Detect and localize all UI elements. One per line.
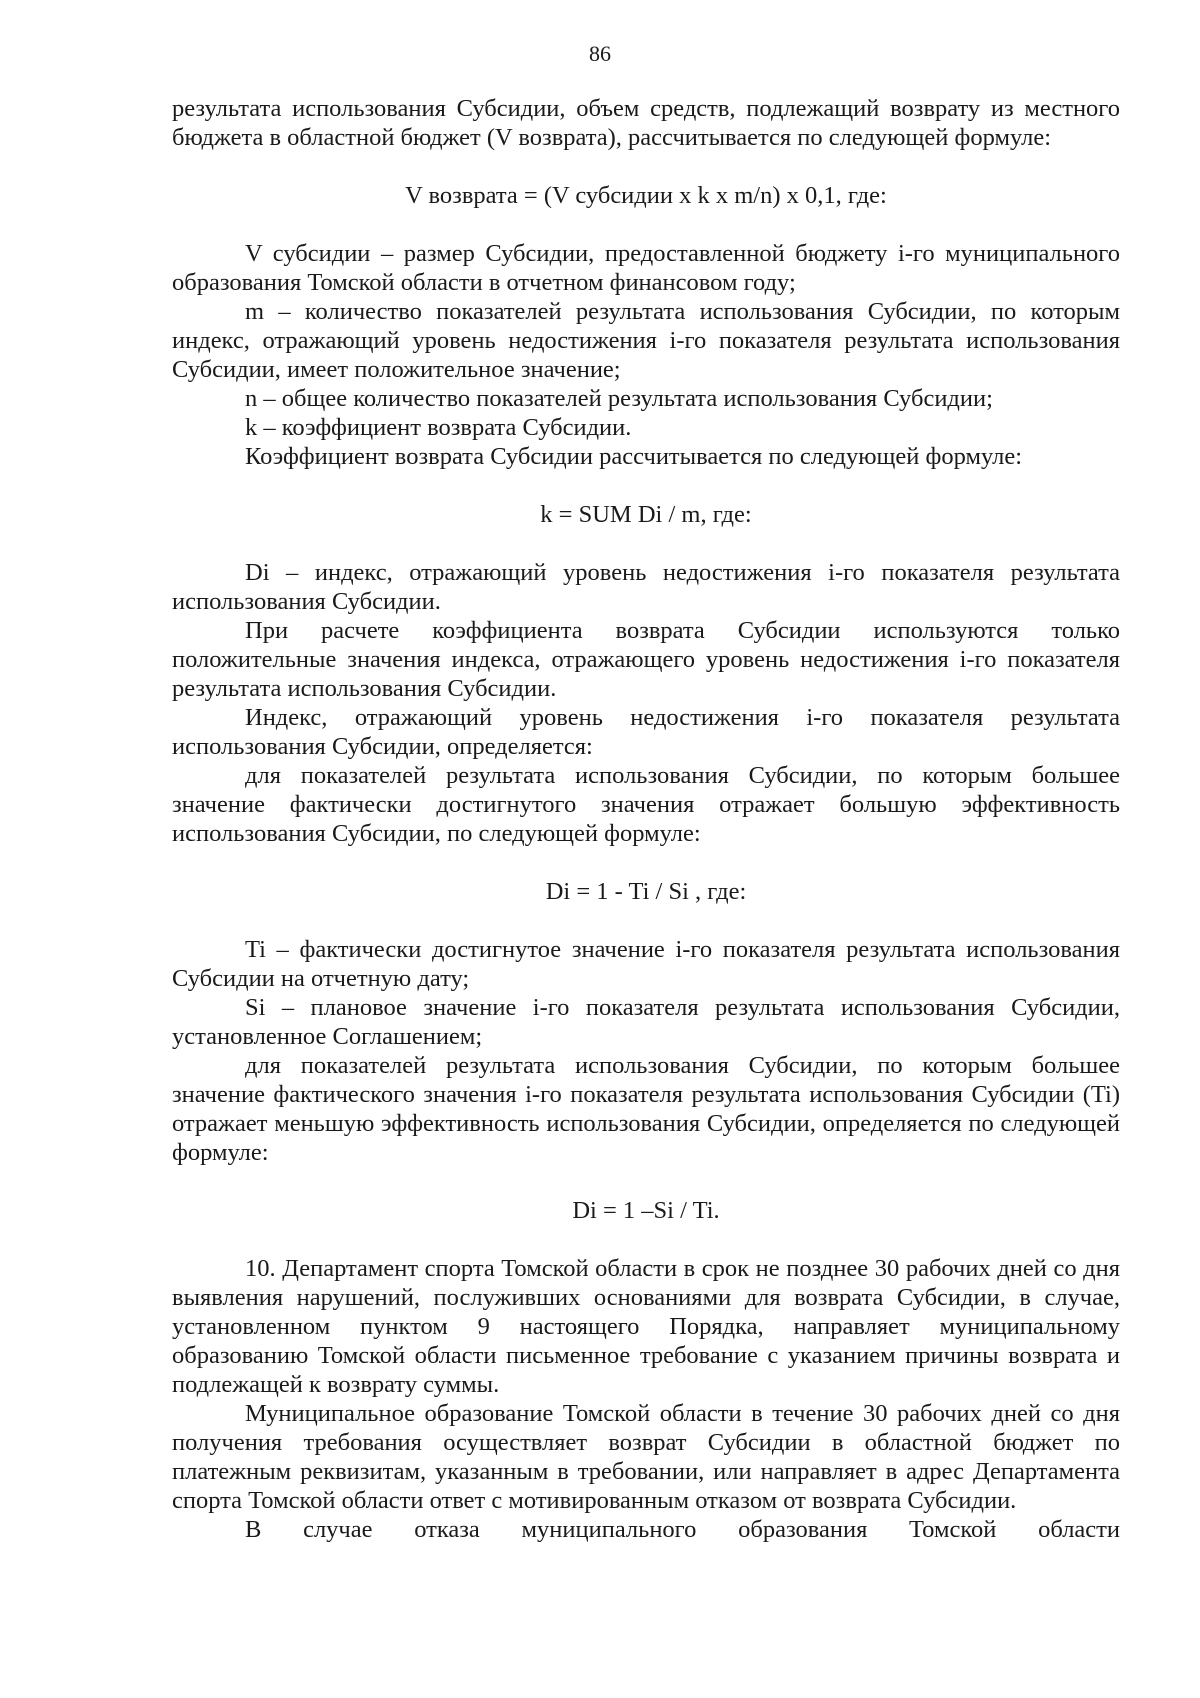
paragraph-di-definition: Di – индекс, отражающий уровень недостижения i-го показателя результата использования Субсидии.: [172, 559, 1120, 615]
formula-k: k = SUM Di / m, где:: [540, 501, 752, 528]
paragraph-coefficient-intro: Коэффициент возврата Субсидии рассчитывается по следующей формуле:: [245, 443, 1023, 470]
paragraph-section-10: 10. Департамент спорта Томской области в срок не позднее 30 рабочих дней со дня выявления нарушений, послуживших основаниями для возврата Субсидии, в случае, установленном пунктом 9 настоящего Порядка, направляет муниципальному образованию Томской области письменное требование с указанием причины возврата и подлежащей к возврату суммы.: [172, 1255, 1120, 1398]
formula-v-return: V возврата = (V субсидии х k х m/n) х 0,1, где:: [405, 182, 887, 209]
paragraph-lesser-effectiveness: для показателей результата использования Субсидии, по которым большее значение фактического значения i-го показателя результата использования Субсидии (Ti) отражает меньшую эффективность использования Субсидии, определяется по следующей формуле:: [172, 1052, 1120, 1166]
paragraph-m-definition: m – количество показателей результата использования Субсидии, по которым индекс, отражающий уровень недостижения i-го показателя результата использования Субсидии, имеет положительное значение;: [172, 298, 1120, 383]
paragraph-n-definition: n – общее количество показателей результата использования Субсидии;: [245, 385, 993, 412]
page-number: 86: [589, 41, 611, 66]
paragraph-subsidy-return-intro: результата использования Субсидии, объем средств, подлежащий возврату из местного бюджета в областной бюджет (V возврата), рассчитывается по следующей формуле:: [172, 95, 1120, 151]
paragraph-refusal-case: В случае отказа муниципального образования Томской области: [245, 1516, 1120, 1543]
paragraph-index-determination: Индекс, отражающий уровень недостижения i-го показателя результата использования Субсидии, определяется:: [172, 704, 1120, 760]
paragraph-v-subsidy-definition: V субсидии – размер Субсидии, предоставленной бюджету i-го муниципального образования Томской области в отчетном финансовом году;: [172, 240, 1120, 296]
document-body: [172, 94, 1120, 1544]
paragraph-ti-definition: Ti – фактически достигнутое значение i-го показателя результата использования Субсидии на отчетную дату;: [172, 936, 1120, 992]
paragraph-greater-effectiveness: для показателей результата использования Субсидии, по которым большее значение фактически достигнутого значения отражает большую эффективность использования Субсидии, по следующей формуле:: [172, 762, 1120, 847]
paragraph-municipal-return: Муниципальное образование Томской области в течение 30 рабочих дней со дня получения требования осуществляет возврат Субсидии в областной бюджет по платежным реквизитам, указанным в требовании, или направляет в адрес Департамента спорта Томской области ответ с мотивированным отказом от возврата Субсидии.: [172, 1400, 1120, 1514]
paragraph-si-definition: Si – плановое значение i-го показателя результата использования Субсидии, установленное Соглашением;: [172, 994, 1120, 1050]
formula-di-si-ti: Di = 1 –Si / Ti.: [572, 1197, 720, 1224]
formula-di-ti-si: Di = 1 - Ti / Si , где:: [545, 878, 747, 905]
paragraph-positive-values: При расчете коэффициента возврата Субсидии используются только положительные значения индекса, отражающего уровень недостижения i-го показателя результата использования Субсидии.: [172, 617, 1120, 702]
paragraph-k-definition: k – коэффициент возврата Субсидии.: [245, 414, 632, 441]
